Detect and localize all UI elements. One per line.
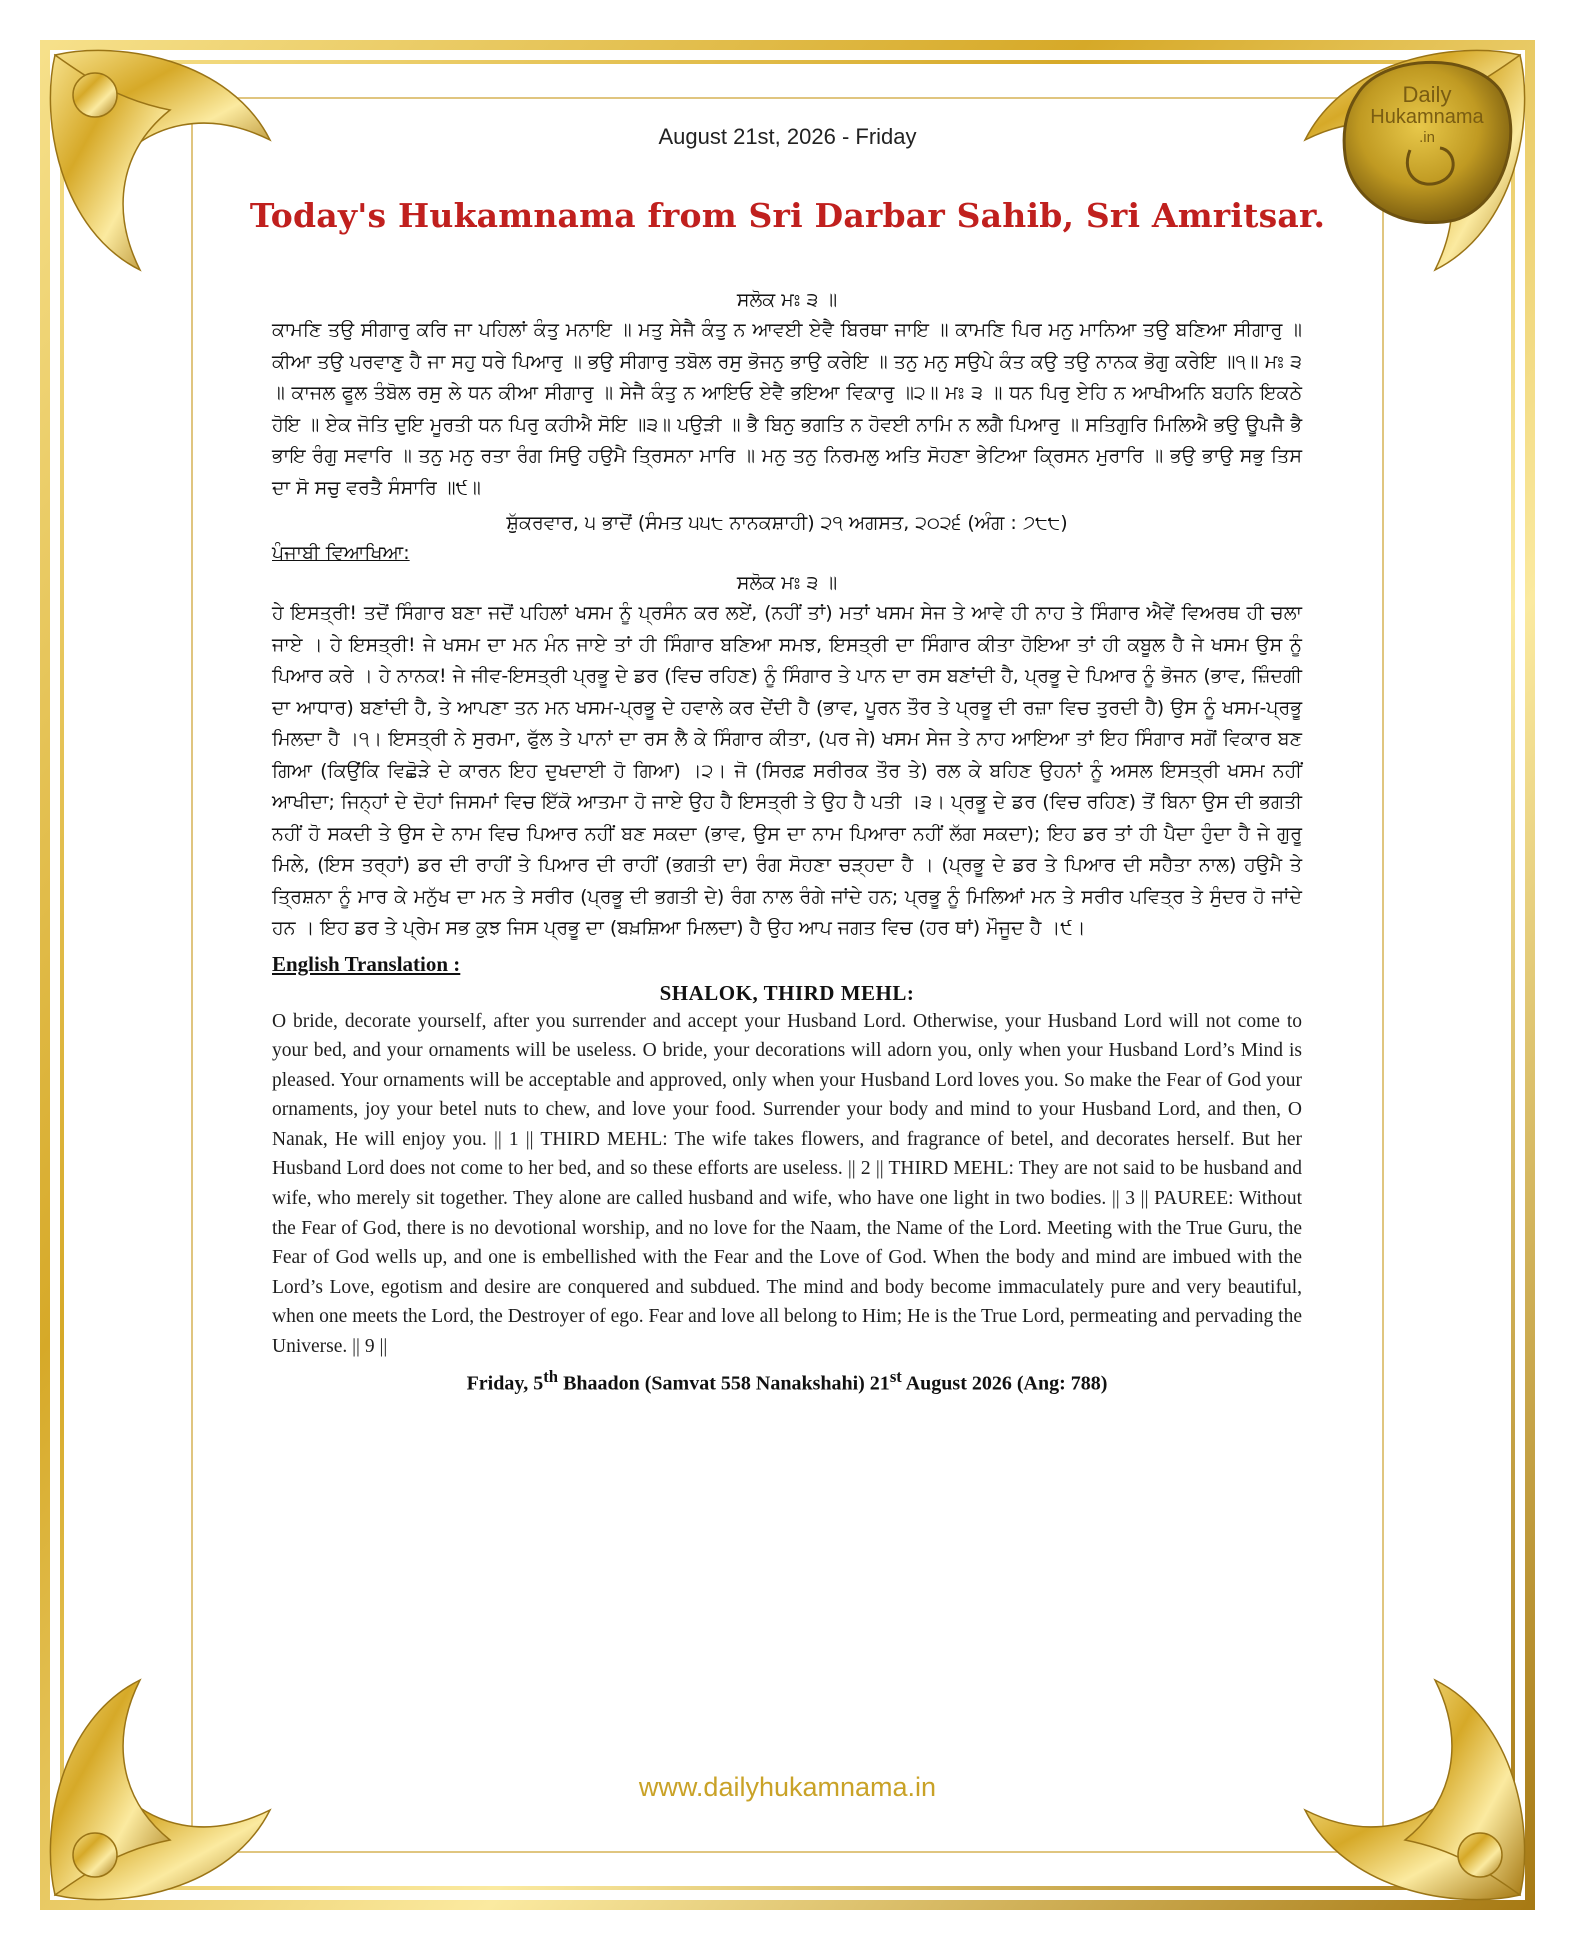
punjabi-heading: ਸਲੋਕ ਮਃ ੩ ॥ [736,572,838,594]
website-link[interactable]: www.dailyhukamnama.in [638,1772,937,1802]
english-translation: O bride, decorate yourself, after you surrender and accept your Husband Lord. Otherwise, your Husband Lord will not come to your bed, and your ornaments will be useless. O bride, your decorations will adorn you, only when your Husband Lord’s Mind is pleased. Your ornaments will be acceptable and approved, only when your Husband Lord loves you. So make the Fear of God your ornaments, joy your betel nuts to chew, and love your food. Surrender your body and mind to your Husband Lord, and then, O Nanak, He will enjoy you. || 1 || THIRD MEHL: The wife takes flowers, and fragrance of betel, and decorates herself. But her Husband Lord does not come to her bed, and so these efforts are useless. || 2 || THIRD MEHL: They are not said to be husband and wife, who merely sit together. They alone are called husband and wife, who have one light in two bodies. || 3 || PAUREE: Without the Fear of God, there is no devotional worship, and no love for the Naam, the Name of the Lord. Meeting with the True Guru, the Fear of God wells up, and one is embellished with the Fear and the Love of God. When the body and mind are imbued with the Lord’s Love, egotism and desire are conquered and subdued. The mind and body become immaculately pure and very beautiful, when one meets the Lord, the Destroyer of ego. Fear and love all belong to Him; He is the True Lord, permeating and pervading the Universe. || 9 || [272,1010,1302,1358]
dateline-part: Bhaadon (Samvat 558 Nanakshahi) 21 [558,1372,890,1395]
dateline-part: Friday, 5 [466,1372,544,1395]
page-date: August 21st, 2026 - Friday [658,124,917,149]
badge-hukamnama: Hukamnama [1370,106,1484,128]
dateline-suffix: st [889,1366,902,1386]
punjabi-section-label: ਪੰਜਾਬੀ ਵਿਆਖਿਆ: [272,542,410,564]
hukamnama-content [272,285,1302,1398]
badge-daily: Daily [1402,82,1452,107]
gurbani-heading: ਸਲੋਕ ਮਃ ੩ ॥ [736,289,838,311]
dateline-part: August 2026 (Ang: 788) [901,1372,1108,1395]
english-section-label: English Translation : [272,951,461,976]
punjabi-explanation: ਹੇ ਇਸਤ੍ਰੀ! ਤਦੋਂ ਸਿੰਗਾਰ ਬਣਾ ਜਦੋਂ ਪਹਿਲਾਂ ਖਸਮ ਨੂੰ ਪ੍ਰਸੰਨ ਕਰ ਲਏਂ, (ਨਹੀਂ ਤਾਂ) ਮਤਾਂ ਖਸਮ ਸੇਜ ਤੇ ਆਵੇ ਹੀ ਨਾਹ ਤੇ ਸਿੰਗਾਰ ਐਵੇਂ ਵਿਅਰਥ ਹੀ ਚਲਾ ਜਾਏ । ਹੇ ਇਸਤ੍ਰੀ! ਜੇ ਖਸਮ ਦਾ ਮਨ ਮੰਨ ਜਾਏ ਤਾਂ ਹੀ ਸਿੰਗਾਰ ਬਣਿਆ ਸਮਝ, ਇਸਤ੍ਰੀ ਦਾ ਸਿੰਗਾਰ ਕੀਤਾ ਹੋਇਆ ਤਾਂ ਹੀ ਕਬੂਲ ਹੈ ਜੇ ਖਸਮ ਉਸ ਨੂੰ ਪਿਆਰ ਕਰੇ । ਹੇ ਨਾਨਕ! ਜੇ ਜੀਵ-ਇਸਤ੍ਰੀ ਪ੍ਰਭੂ ਦੇ ਡਰ (ਵਿਚ ਰਹਿਣ) ਨੂੰ ਸਿੰਗਾਰ ਤੇ ਪਾਨ ਦਾ ਰਸ ਬਣਾਂਦੀ ਹੈ, ਪ੍ਰਭੂ ਦੇ ਪਿਆਰ ਨੂੰ ਭੋਜਨ (ਭਾਵ, ਜ਼ਿੰਦਗੀ ਦਾ ਆਧਾਰ) ਬਣਾਂਦੀ ਹੈ, ਤੇ ਆਪਣਾ ਤਨ ਮਨ ਖਸਮ-ਪ੍ਰਭੂ ਦੇ ਹਵਾਲੇ ਕਰ ਦੇਂਦੀ ਹੈ (ਭਾਵ, ਪੂਰਨ ਤੌਰ ਤੇ ਪ੍ਰਭੂ ਦੀ ਰਜ਼ਾ ਵਿਚ ਤੁਰਦੀ ਹੈ) ਉਸ ਨੂੰ ਖਸਮ-ਪ੍ਰਭੂ ਮਿਲਦਾ ਹੈ ।੧। ਇਸਤ੍ਰੀ ਨੇ ਸੁਰਮਾ, ਫੁੱਲ ਤੇ ਪਾਨਾਂ ਦਾ ਰਸ ਲੈ ਕੇ ਸਿੰਗਾਰ ਕੀਤਾ, (ਪਰ ਜੇ) ਖਸਮ ਸੇਜ ਤੇ ਨਾਹ ਆਇਆ ਤਾਂ ਇਹ ਸਿੰਗਾਰ ਸਗੋਂ ਵਿਕਾਰ ਬਣ ਗਿਆ (ਕਿਉਂਕਿ ਵਿਛੋੜੇ ਦੇ ਕਾਰਨ ਇਹ ਦੁਖਦਾਈ ਹੋ ਗਿਆ) ।੨। ਜੋ (ਸਿਰਫ਼ ਸਰੀਰਕ ਤੌਰ ਤੇ) ਰਲ ਕੇ ਬਹਿਣ ਉਹਨਾਂ ਨੂੰ ਅਸਲ ਇਸਤ੍ਰੀ ਖਸਮ ਨਹੀਂ ਆਖੀਦਾ; ਜਿਨ੍ਹਾਂ ਦੇ ਦੋਹਾਂ ਜਿਸਮਾਂ ਵਿਚ ਇੱਕੋ ਆਤਮਾ ਹੋ ਜਾਏ ਉਹ ਹੈ ਇਸਤ੍ਰੀ ਤੇ ਉਹ ਹੈ ਪਤੀ ।੩। ਪ੍ਰਭੂ ਦੇ ਡਰ (ਵਿਚ ਰਹਿਣ) ਤੋਂ ਬਿਨਾ ਉਸ ਦੀ ਭਗਤੀ ਨਹੀਂ ਹੋ ਸਕਦੀ ਤੇ ਉਸ ਦੇ ਨਾਮ ਵਿਚ ਪਿਆਰ ਨਹੀਂ ਬਣ ਸਕਦਾ (ਭਾਵ, ਉਸ ਦਾ ਨਾਮ ਪਿਆਰਾ ਨਹੀਂ ਲੱਗ ਸਕਦਾ); ਇਹ ਡਰ ਤਾਂ ਹੀ ਪੈਦਾ ਹੁੰਦਾ ਹੈ ਜੇ ਗੁਰੂ ਮਿਲੇ, (ਇਸ ਤਰ੍ਹਾਂ) ਡਰ ਦੀ ਰਾਹੀਂ ਤੇ ਪਿਆਰ ਦੀ ਰਾਹੀਂ (ਭਗਤੀ ਦਾ) ਰੰਗ ਸੋਹਣਾ ਚੜ੍ਹਦਾ ਹੈ । (ਪ੍ਰਭੂ ਦੇ ਡਰ ਤੇ ਪਿਆਰ ਦੀ ਸਹੈਤਾ ਨਾਲ) ਹਉਮੈ ਤੇ ਤ੍ਰਿਸ਼ਨਾ ਨੂੰ ਮਾਰ ਕੇ ਮਨੁੱਖ ਦਾ ਮਨ ਤੇ ਸਰੀਰ (ਪ੍ਰਭੂ ਦੀ ਭਗਤੀ ਦੇ) ਰੰਗ ਨਾਲ ਰੰਗੇ ਜਾਂਦੇ ਹਨ; ਪ੍ਰਭੂ ਨੂੰ ਮਿਲਿਆਂ ਮਨ ਤੇ ਸਰੀਰ ਪਵਿਤ੍ਰ ਤੇ ਸੁੰਦਰ ਹੋ ਜਾਂਦੇ ਹਨ । ਇਹ ਡਰ ਤੇ ਪ੍ਰੇਮ ਸਭ ਕੁਝ ਜਿਸ ਪ੍ਰਭੂ ਦਾ (ਬਖ਼ਸ਼ਿਆ ਮਿਲਦਾ) ਹੈ ਉਹ ਆਪ ਜਗਤ ਵਿਚ (ਹਰ ਥਾਂ) ਮੌਜੂਦ ਹੈ ।੯। [272,602,1302,939]
page-title: Today's Hukamnama from Sri Darbar Sahib, Sri Amritsar. [249,196,1326,235]
english-heading: SHALOK, THIRD MEHL: [659,980,915,1005]
gurbani-text: ਕਾਮਣਿ ਤਉ ਸੀਗਾਰੁ ਕਰਿ ਜਾ ਪਹਿਲਾਂ ਕੰਤੁ ਮਨਾਇ ॥ ਮਤੁ ਸੇਜੈ ਕੰਤੁ ਨ ਆਵਈ ਏਵੈ ਬਿਰਥਾ ਜਾਇ ॥ ਕਾਮਣਿ ਪਿਰ ਮਨੁ ਮਾਨਿਆ ਤਉ ਬਣਿਆ ਸੀਗਾਰੁ ॥ ਕੀਆ ਤਉ ਪਰਵਾਣੁ ਹੈ ਜਾ ਸਹੁ ਧਰੇ ਪਿਆਰੁ ॥ ਭਉ ਸੀਗਾਰੁ ਤਬੋਲ ਰਸੁ ਭੋਜਨੁ ਭਾਉ ਕਰੇਇ ॥ ਤਨੁ ਮਨੁ ਸਉਪੇ ਕੰਤ ਕਉ ਤਉ ਨਾਨਕ ਭੋਗੁ ਕਰੇਇ ॥੧॥ ਮਃ ੩ ॥ ਕਾਜਲ ਫੂਲ ਤੰਬੋਲ ਰਸੁ ਲੇ ਧਨ ਕੀਆ ਸੀਗਾਰੁ ॥ ਸੇਜੈ ਕੰਤੁ ਨ ਆਇਓ ਏਵੈ ਭਇਆ ਵਿਕਾਰੁ ॥੨॥ ਮਃ ੩ ॥ ਧਨ ਪਿਰੁ ਏਹਿ ਨ ਆਖੀਅਨਿ ਬਹਨਿ ਇਕਠੇ ਹੋਇ ॥ ਏਕ ਜੋਤਿ ਦੁਇ ਮੂਰਤੀ ਧਨ ਪਿਰੁ ਕਹੀਐ ਸੋਇ ॥੩॥ ਪਉੜੀ ॥ ਭੈ ਬਿਨੁ ਭਗਤਿ ਨ ਹੋਵਈ ਨਾਮਿ ਨ ਲਗੈ ਪਿਆਰੁ ॥ ਸਤਿਗੁਰਿ ਮਿਲਿਐ ਭਉ ਊਪਜੈ ਭੈ ਭਾਇ ਰੰਗੁ ਸਵਾਰਿ ॥ ਤਨੁ ਮਨੁ ਰਤਾ ਰੰਗ ਸਿਉ ਹਉਮੈ ਤ੍ਰਿਸਨਾ ਮਾਰਿ ॥ ਮਨੁ ਤਨੁ ਨਿਰਮਲੁ ਅਤਿ ਸੋਹਣਾ ਭੇਟਿਆ ਕ੍ਰਿਸਨ ਮੁਰਾਰਿ ॥ ਭਉ ਭਾਉ ਸਭੁ ਤਿਸ ਦਾ ਸੋ ਸਚੁ ਵਰਤੈ ਸੰਸਾਰਿ ॥੯॥ [272,319,1302,499]
dateline-suffix: th [543,1366,559,1386]
english-dateline [272,1362,1302,1399]
badge-domain: .in [1419,129,1435,146]
punjabi-dateline: ਸ਼ੁੱਕਰਵਾਰ, ੫ ਭਾਦੋਂ (ਸੰਮਤ ੫੫੮ ਨਾਨਕਸ਼ਾਹੀ) ੨੧ ਅਗਸਤ, ੨੦੨੬ (ਅੰਗ : ੭੮੮) [506,512,1068,534]
